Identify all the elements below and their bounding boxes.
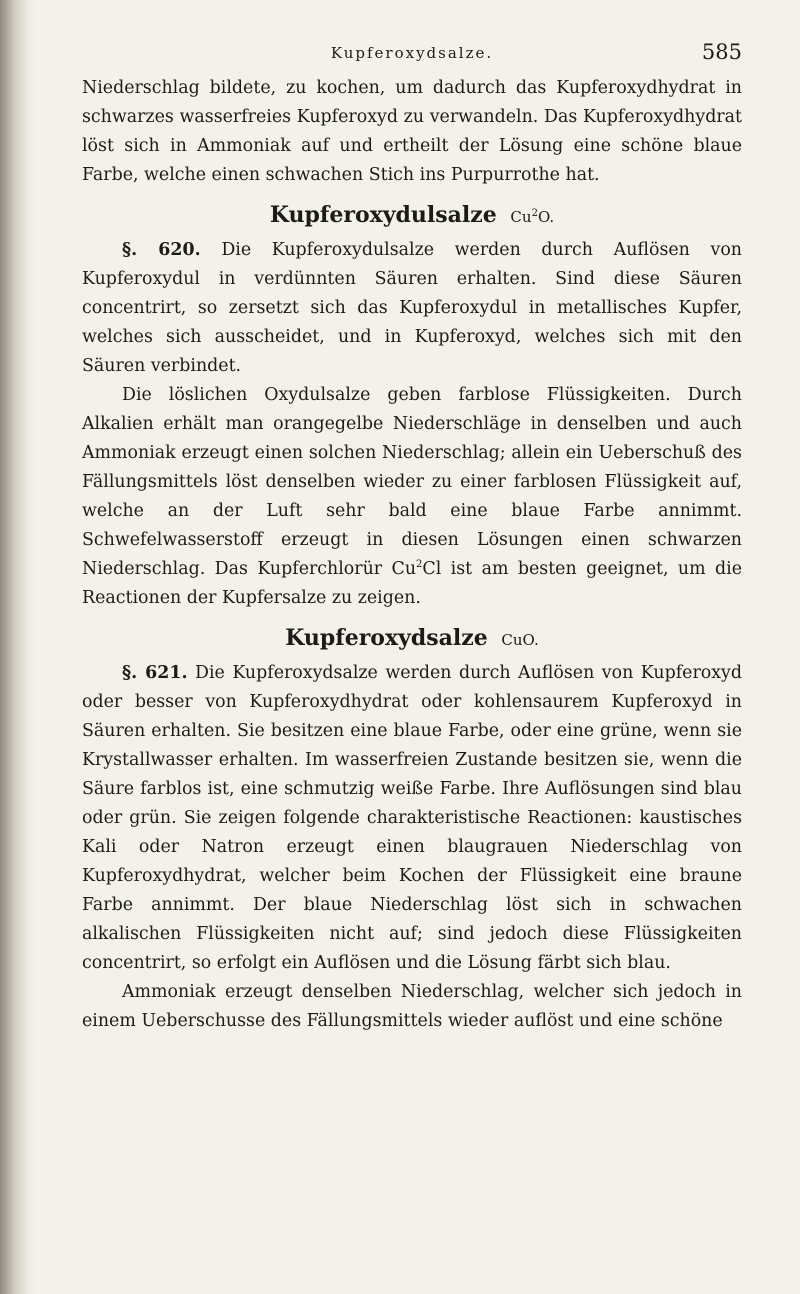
formula-cu2o-sup: 2 <box>531 208 538 219</box>
formula-cu2o-end: O. <box>537 208 555 226</box>
section-heading-oxydul <box>82 200 742 232</box>
page-number: 585 <box>701 40 742 64</box>
paragraph-621 <box>82 659 742 978</box>
paragraph-oxydul-reactions <box>82 381 742 613</box>
section-number-620: §. 620. <box>122 240 201 260</box>
paragraph-621-text: Die Kupferoxydsalze werden durch Auflösen von Kupferoxyd oder besser von Kupferoxydhydrat oder kohlensaurem Kupferoxyd in Säuren erhalten. Sie besitzen eine blaue Farbe, oder eine grüne, wenn sie Krystallwasser erhalten. Im wasserfreien Zustande besitzen sie, wenn die Säure farblos ist, eine schmutzig weiße Farbe. Ihre Auflösungen sind blau oder grün. Sie zeigen folgende charakteristische Reactionen: kaustisches Kali oder Natron erzeugt einen blaugrauen Niederschlag von Kupferoxydhydrat, welcher beim Kochen der Flüssigkeit eine braune Farbe annimmt. Der blaue Niederschlag löst sich in schwachen alkalischen Flüssigkeiten nicht auf; sind jedoch diese Flüssigkeiten concentrirt, so erfolgt ein Auflösen und die Lösung färbt sich blau. <box>82 663 742 973</box>
formula-cuo: CuO. <box>501 631 539 649</box>
paragraph-oxydul-reactions-a: Die löslichen Oxydulsalze geben farblose Flüssigkeiten. Durch Alkalien erhält man orangegelbe Niederschläge in denselben und auch Ammoniak erzeugt einen solchen Niederschlag; allein ein Ueberschuß des Fällungsmittels löst denselben wieder zu einer farblosen Flüssigkeit auf, welche an der Luft sehr bald eine blaue Farbe annimmt. Schwefelwasserstoff erzeugt in diesen Lösungen einen schwarzen Niederschlag. Das Kupferchlorür Cu <box>82 385 742 579</box>
formula-cu2o <box>510 208 554 226</box>
book-page <box>82 40 742 1036</box>
paragraph-620-text: Die Kupferoxydulsalze werden durch Auflösen von Kupferoxydul in verdünnten Säuren erhalten. Sind diese Säuren concentrirt, so zersetzt sich das Kupferoxydul in metallisches Kupfer, welches sich ausscheidet, und in Kupferoxyd, welches sich mit den Säuren verbindet. <box>82 240 743 376</box>
formula-cu2o-base: Cu <box>510 208 532 226</box>
paragraph-continued: Niederschlag bildete, zu kochen, um dadurch das Kupferoxydhydrat in schwarzes wasserfreies Kupferoxyd zu verwandeln. Das Kupferoxydhydrat löst sich in Ammoniak auf und ertheilt der Lösung eine schöne blaue Farbe, welche einen schwachen Stich ins Purpurrothe hat. <box>82 78 742 185</box>
section-heading-oxydul-name: Kupferoxydulsalze <box>269 202 497 228</box>
running-header <box>82 40 742 74</box>
section-number-621: §. 621. <box>122 663 188 683</box>
paragraph-oxydul-reactions-b: Cl ist am besten geeignet, um die Reactionen der Kupfersalze zu zeigen. <box>82 559 743 608</box>
paragraph-ammoniak: Ammoniak erzeugt denselben Niederschlag, welcher sich jedoch in einem Ueberschusse des Fällungsmittels wieder auflöst und eine schöne <box>82 982 742 1031</box>
book-binding-shadow <box>0 0 36 1294</box>
running-title: Kupferoxydsalze. <box>330 44 494 62</box>
section-heading-oxyd <box>82 623 742 655</box>
section-heading-oxyd-name: Kupferoxydsalze <box>285 625 488 651</box>
paragraph-620 <box>82 236 742 381</box>
formula-cu2cl-sup: 2 <box>416 559 423 571</box>
